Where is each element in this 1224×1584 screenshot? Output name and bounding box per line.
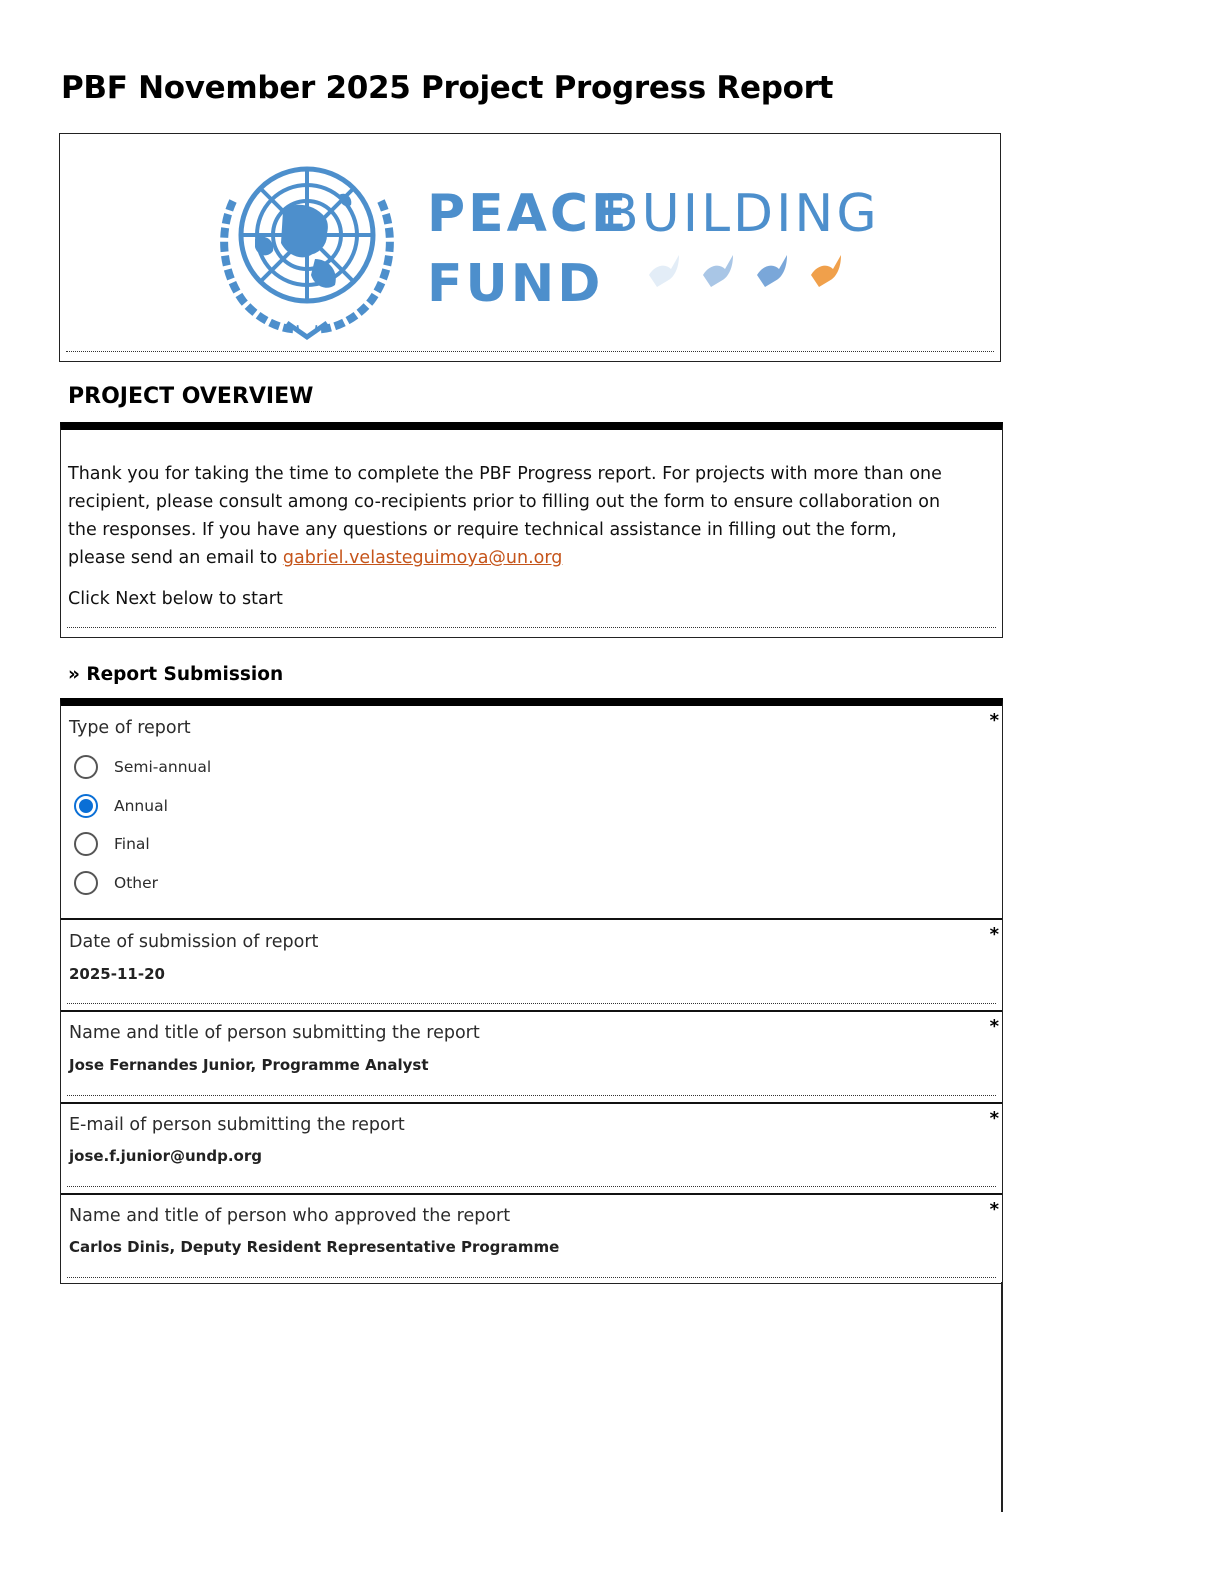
report-submission-panel bbox=[60, 698, 1003, 1284]
field-submitter-name[interactable] bbox=[61, 1010, 1002, 1102]
divider bbox=[67, 627, 996, 628]
submitter-email-value[interactable]: jose.f.junior@undp.org bbox=[69, 1147, 262, 1165]
required-marker: * bbox=[989, 1199, 999, 1220]
submitter-email-label: E-mail of person submitting the report bbox=[69, 1115, 405, 1135]
radio-button[interactable] bbox=[74, 871, 98, 895]
page-title: PBF November 2025 Project Progress Report bbox=[61, 70, 834, 106]
required-marker: * bbox=[989, 1108, 999, 1129]
approver-name-label: Name and title of person who approved the report bbox=[69, 1206, 511, 1226]
required-marker: * bbox=[989, 1016, 999, 1037]
field-approver-name[interactable] bbox=[61, 1193, 1002, 1284]
project-overview-panel bbox=[60, 422, 1003, 638]
radio-option-annual[interactable] bbox=[74, 792, 168, 820]
radio-option-semi-annual[interactable] bbox=[74, 753, 211, 781]
required-marker: * bbox=[989, 924, 999, 945]
radio-option-final[interactable] bbox=[74, 830, 150, 858]
radio-button[interactable] bbox=[74, 832, 98, 856]
logo-text-building: BUILDING bbox=[603, 184, 880, 244]
radio-button-selected[interactable] bbox=[74, 794, 98, 818]
dove-icon-2 bbox=[703, 255, 733, 287]
divider bbox=[66, 351, 994, 352]
section-heading-report-submission: » Report Submission bbox=[68, 664, 284, 685]
field-date-of-submission[interactable] bbox=[61, 918, 1002, 1010]
divider bbox=[67, 1003, 996, 1004]
divider bbox=[67, 1095, 996, 1096]
click-next-instruction: Click Next below to start bbox=[68, 589, 283, 609]
dove-icon-1 bbox=[649, 255, 679, 287]
overview-intro-text: Thank you for taking the time to complete the PBF Progress report. For projects with more than one recipient, please consult among co-recipients prior to filling out the form to ensure collaboration on the responses. If you have any questions or require technical assistance in filling out the form, please send an email to bbox=[68, 464, 942, 568]
support-email-link[interactable]: gabriel.velasteguimoya@un.org bbox=[282, 548, 563, 568]
peacebuilding-fund-logo bbox=[203, 151, 923, 341]
type-of-report-label: Type of report bbox=[69, 718, 191, 738]
field-submitter-email[interactable] bbox=[61, 1102, 1002, 1193]
radio-label: Final bbox=[114, 835, 150, 853]
overview-intro bbox=[68, 460, 948, 572]
approver-name-value[interactable]: Carlos Dinis, Deputy Resident Representative Programme bbox=[69, 1238, 560, 1256]
divider bbox=[67, 1277, 996, 1278]
radio-option-other[interactable] bbox=[74, 869, 158, 897]
submitter-name-label: Name and title of person submitting the report bbox=[69, 1023, 480, 1043]
required-marker: * bbox=[989, 710, 999, 731]
page-edge-line bbox=[1001, 1282, 1003, 1512]
logo-text-peace: PEACE bbox=[427, 184, 630, 244]
logo-text-fund: FUND bbox=[427, 254, 604, 314]
radio-label: Other bbox=[114, 874, 159, 892]
logo-banner bbox=[59, 133, 1001, 362]
dove-icon-3 bbox=[757, 255, 787, 287]
un-emblem-icon bbox=[224, 169, 390, 337]
submitter-name-value[interactable]: Jose Fernandes Junior, Programme Analyst bbox=[69, 1056, 429, 1074]
divider bbox=[67, 1186, 996, 1187]
dove-icon-4 bbox=[811, 255, 841, 287]
date-of-submission-label: Date of submission of report bbox=[69, 932, 319, 952]
field-type-of-report bbox=[61, 706, 1002, 918]
radio-label: Annual bbox=[114, 797, 168, 815]
radio-label: Semi-annual bbox=[114, 758, 212, 776]
date-of-submission-value[interactable]: 2025-11-20 bbox=[69, 965, 165, 983]
radio-button[interactable] bbox=[74, 755, 98, 779]
section-heading-project-overview: PROJECT OVERVIEW bbox=[68, 384, 314, 409]
